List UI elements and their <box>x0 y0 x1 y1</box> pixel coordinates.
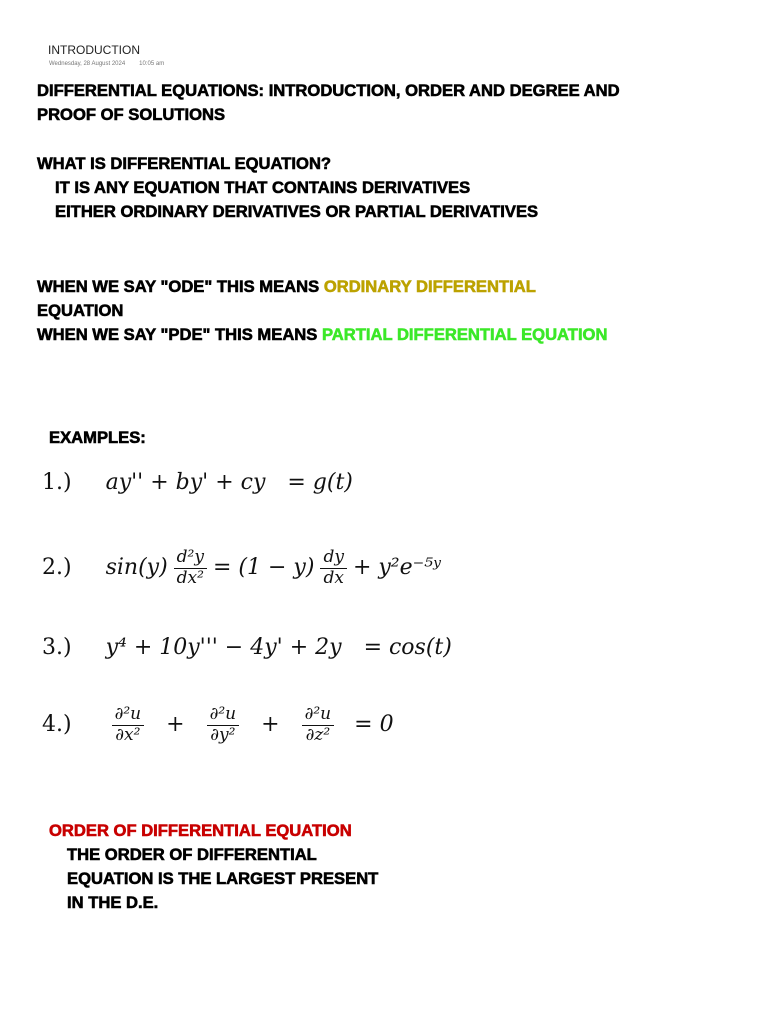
ode-highlight: ORDINARY DIFFERENTIAL <box>323 277 536 296</box>
example-4-fraction-1 <box>112 705 145 745</box>
heading-line-2: PROOF OF SOLUTIONS <box>37 105 226 124</box>
example-3-rhs: = cos(t) <box>363 635 452 660</box>
page-time: 10:05 am <box>139 61 165 67</box>
example-2-part-2: = (1 − y) <box>212 555 315 581</box>
example-4-rhs: = 0 <box>354 712 394 738</box>
example-3-lhs: y⁴ + 10y''' − 4y' + 2y <box>105 635 342 660</box>
order-title: ORDER OF DIFFERENTIAL EQUATION <box>49 821 352 840</box>
fraction-numerator: ∂²u <box>304 704 332 724</box>
example-2 <box>42 548 441 588</box>
pde-highlight: PARTIAL DIFFERENTIAL EQUATION <box>321 325 608 344</box>
abbreviation-block <box>37 275 607 347</box>
example-2-part-1: sin(y) <box>105 555 168 581</box>
fraction-numerator: d²y <box>176 547 204 567</box>
example-4 <box>42 705 394 745</box>
example-1-lhs: ay'' + by' + cy <box>105 470 266 495</box>
example-4-plus-1: + <box>166 712 185 738</box>
page-meta <box>49 61 164 67</box>
example-4-number: 4.) <box>42 712 72 738</box>
fraction-denominator: ∂x² <box>115 724 141 745</box>
definition-question: WHAT IS DIFFERENTIAL EQUATION? <box>37 154 332 173</box>
example-4-plus-2: + <box>261 712 280 738</box>
example-2-fraction-2 <box>320 548 347 588</box>
example-3 <box>42 637 452 659</box>
fraction-denominator: ∂z² <box>305 724 331 745</box>
definition-answer-1: IT IS ANY EQUATION THAT CONTAINS DERIVATIVES <box>55 178 471 197</box>
example-4-fraction-2 <box>207 705 240 745</box>
example-1-rhs: = g(t) <box>287 470 353 495</box>
fraction-numerator: dy <box>323 547 344 567</box>
pde-prefix: WHEN WE SAY "PDE" THIS MEANS <box>37 325 322 344</box>
definition-block <box>37 152 538 224</box>
definition-answer-2: EITHER ORDINARY DERIVATIVES OR PARTIAL DERIVATIVES <box>55 202 539 221</box>
examples-label: EXAMPLES: <box>49 428 146 447</box>
fraction-numerator: ∂²u <box>209 704 237 724</box>
page-date: Wednesday, 28 August 2024 <box>49 61 126 67</box>
order-block <box>49 819 378 915</box>
example-3-number: 3.) <box>42 635 72 660</box>
order-line-1: THE ORDER OF DIFFERENTIAL <box>67 845 317 864</box>
heading-line-1: DIFFERENTIAL EQUATIONS: INTRODUCTION, ORDER AND DEGREE AND <box>37 81 620 100</box>
example-1-number: 1.) <box>42 470 72 495</box>
ode-line <box>37 275 607 299</box>
fraction-denominator: dx² <box>176 567 204 588</box>
fraction-numerator: ∂²u <box>114 704 142 724</box>
example-2-part-3: + y²e⁻⁵ʸ <box>352 555 441 581</box>
example-2-number: 2.) <box>42 555 72 581</box>
example-4-fraction-3 <box>302 705 335 745</box>
ode-prefix: WHEN WE SAY "ODE" THIS MEANS <box>37 277 324 296</box>
main-heading <box>37 79 620 127</box>
order-line-3: IN THE D.E. <box>67 893 159 912</box>
ode-continued: EQUATION <box>37 301 124 320</box>
pde-line <box>37 323 607 347</box>
example-1 <box>42 472 353 494</box>
fraction-denominator: dx <box>323 567 344 588</box>
page-title: INTRODUCTION <box>48 43 140 57</box>
example-2-fraction-1 <box>174 548 207 588</box>
order-line-2: EQUATION IS THE LARGEST PRESENT <box>67 869 379 888</box>
fraction-denominator: ∂y² <box>210 724 236 745</box>
